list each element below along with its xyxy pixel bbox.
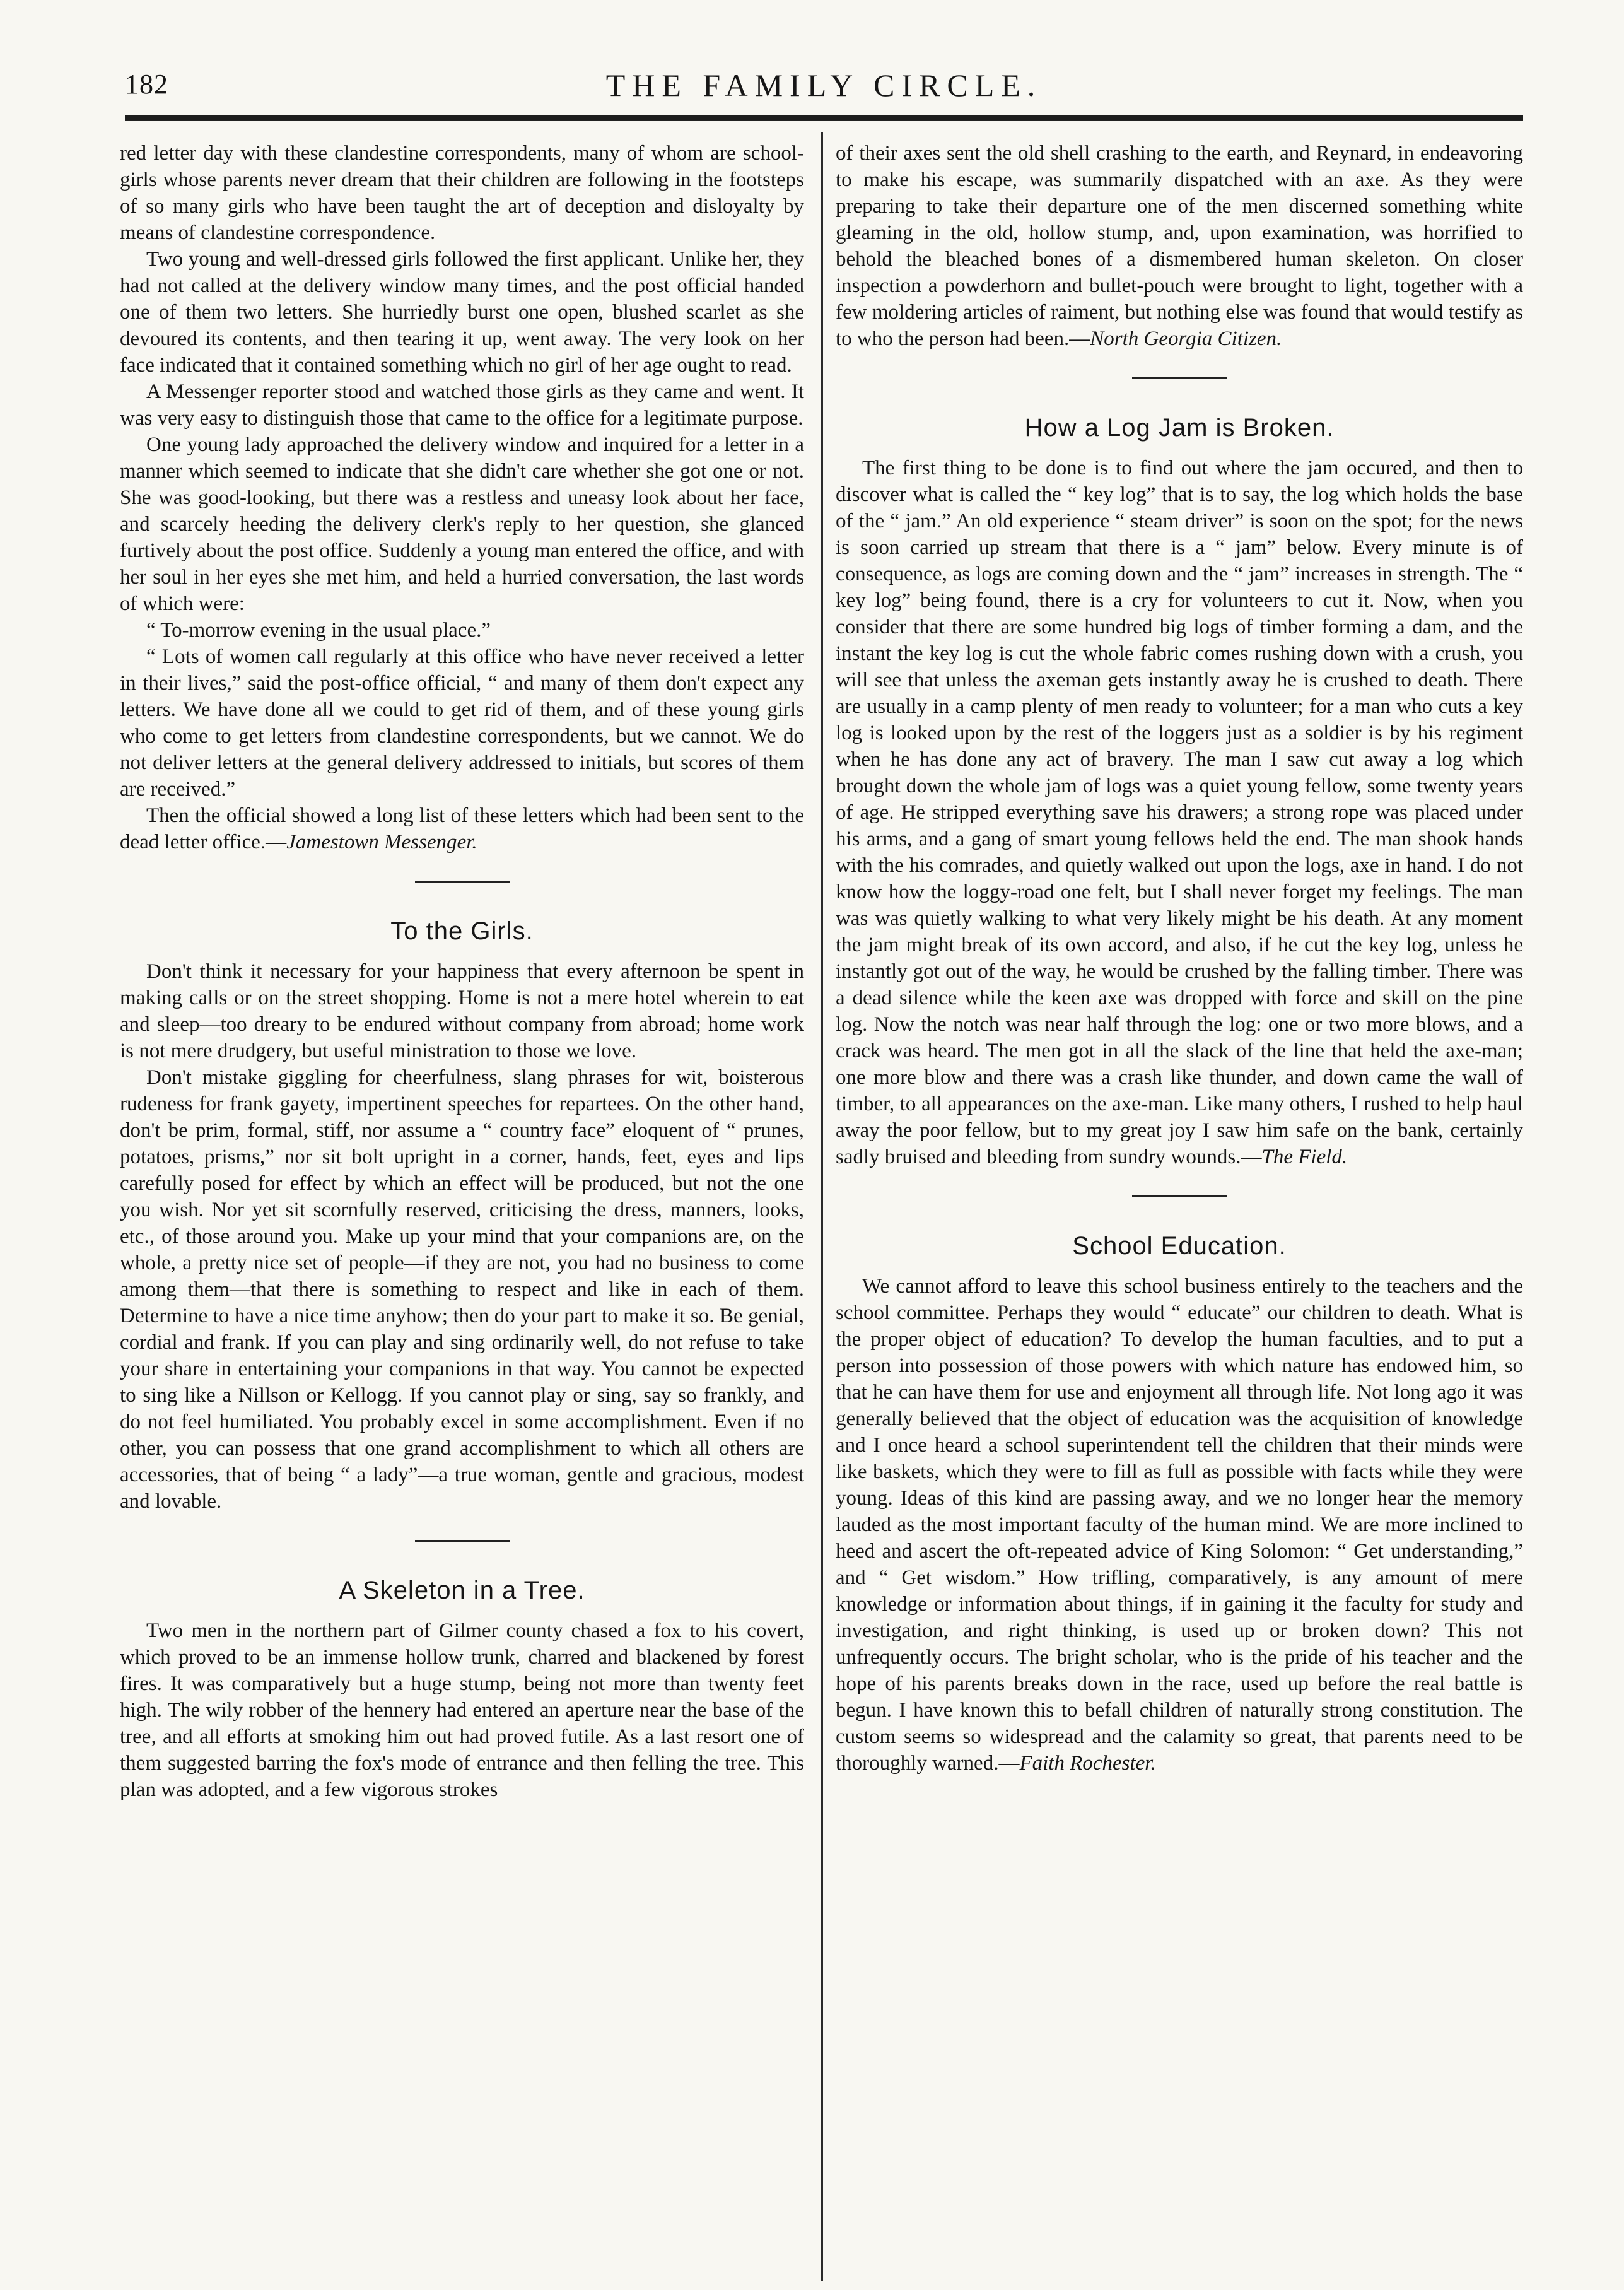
running-title: THE FAMILY CIRCLE. xyxy=(605,68,1043,103)
right-column xyxy=(836,140,1523,2279)
article-closing-paragraph xyxy=(120,802,804,855)
column-divider xyxy=(821,132,823,2281)
page-header xyxy=(125,64,1523,109)
section-heading-school-education: School Education. xyxy=(1072,1232,1287,1260)
article-source: North Georgia Citizen. xyxy=(1090,327,1282,350)
article-paragraph: Don't think it necessary for your happiness that every afternoon be spent in making calls or on the street shopping. Home is not a mere hotel wherein to eat and sleep—too dreary to be endured without company from abroad; home work is not mere drudgery, but useful ministration to those we love. xyxy=(120,960,804,1062)
article-paragraph: red letter day with these clandestine correspondents, many of whom are school-girls whose parents never dream that their children are following in the footsteps of so many girls who have been taught the art of deception and disloyalty by means of clandestine correspondence. xyxy=(120,142,804,244)
continued-text: of their axes sent the old shell crashing to the earth, and Reynard, in endeavoring to make his escape, was summarily dispatched with an axe. As they were preparing to take their departure one of the men discerned something white gleaming in the old, hollow stump, and, upon examination, was horrified to behold the bleached bones of a dismembered human skeleton. On closer inspection a powderhorn and bullet-pouch were brought to light, together with a few moldering articles of raiment, but nothing else was found that would testify as to who the person had been.— xyxy=(836,142,1523,350)
article-text: The first thing to be done is to find out where the jam occured, and then to discover what is called the “ key log” that is to say, the log which holds the base of the “ jam.” An old experience “ steam driver” is soon on the spot; for the news is soon carried up stream that there is a “ jam” below. Every minute is of consequence, as logs are coming down and the “ jam” increases in strength. The “ key log” being found, there is a cry for volunteers to cut it. Now, when you consider that there are some hundred big logs of timber forming a dam, and the instant the key log is cut the whole fabric comes rushing down with a crush, you will see that unless the axeman gets instantly away he is crushed to death. There are usually in a camp plenty of men ready to volunteer; for a man who cuts a key log is looked upon by the rest of the loggers just as a soldier is by his regiment when he has done any act of bravery. The man I saw cut away a log which brought down the whole jam of logs was a quiet young fellow, some twenty years of age. He stripped everything save his drawers; a strong rope was placed under his arms, and a gang of smart young fellows held the end. The man shook hands with the his comrades, and quietly walked out upon the logs, axe in hand. I do not know how the loggy-road one felt, but I shall never forget my feelings. The man was was quietly walking to what very likely might be his death. At any moment the jam might break of its own accord, and also, if he cut the key log, unless he instantly got out of the way, he would be crushed by the falling timber. There was a dead silence while the keen axe was dropped with force and skill on the pine log. Now the notch was near half through the log: one or two more blows, and a crack was heard. The men got in all the slack of the line that held the axe-man; one more blow and there was a crash like thunder, and down came the wall of timber, to all appearances on the axe-man. Like many others, I rushed to help haul away the poor fellow, but to my great joy I saw him safe on the bank, certainly sadly bruised and bleeding from sundry wounds.— xyxy=(836,457,1523,1168)
article-paragraph: Don't mistake giggling for cheerfulness, slang phrases for wit, boisterous rudeness for frank gayety, impertinent speeches for repartees. On the other hand, don't be prim, formal, stiff, nor assume a “ country face” eloquent of “ prunes, potatoes, prisms,” nor sit bolt upright in a corner, hands, feet, eyes and lips carefully posed for effect by which an effect will be produced, but not the one you wish. Nor yet sit scornfully reserved, criticising the dress, manners, looks, etc., of those around you. Make up your mind that your companions are, on the whole, a pretty nice set of people—if they are not, you had no business to come among them—that there is something to respect and like in each of them. Determine to have a nice time anyhow; then do your part to make it so. Be genial, cordial and frank. If you can play and sing ordinarily well, do not refuse to take your share in entertaining your companions in that way. You cannot be expected to sing like a Nillson or Kellogg. If you cannot play or sing, say so frankly, and do not feel humiliated. You probably excel in some accomplishment. Even if no other, you can possess that one grand accomplishment to which all others are accessories, that of being “ a lady”—a true woman, gentle and gracious, modest and lovable. xyxy=(120,1066,804,1513)
header-rule xyxy=(125,115,1523,121)
closing-text: Then the official showed a long list of these letters which had been sent to the dead letter office.— xyxy=(120,804,804,854)
page-number: 182 xyxy=(125,69,168,100)
section-divider xyxy=(415,881,510,883)
section-heading-log-jam: How a Log Jam is Broken. xyxy=(1024,414,1335,442)
article-paragraph: A Messenger reporter stood and watched those girls as they came and went. It was very easy to distinguish those that came to the office for a legitimate purpose. xyxy=(120,380,804,430)
section-heading-skeleton-in-a-tree: A Skeleton in a Tree. xyxy=(339,1577,585,1604)
article-source: Jamestown Messenger. xyxy=(286,831,477,854)
article-paragraph xyxy=(836,1273,1523,1776)
article-source: Faith Rochester. xyxy=(1019,1752,1156,1775)
section-heading-to-the-girls: To the Girls. xyxy=(390,917,534,945)
left-column xyxy=(120,140,804,2279)
article-paragraph xyxy=(836,140,1523,352)
article-paragraph: “ To-morrow evening in the usual place.” xyxy=(146,619,491,642)
section-divider xyxy=(1132,377,1227,379)
article-paragraph: One young lady approached the delivery window and inquired for a letter in a manner which seemed to indicate that she didn't care whether she got one or not. She was good-looking, but there was a restless and uneasy look about her face, and scarcely heeding the delivery clerk's reply to her question, she glanced furtively about the post office. Suddenly a young man entered the office, and with her soul in her eyes she met him, and held a hurried conversation, the last words of which were: xyxy=(120,433,804,615)
article-paragraph: Two men in the northern part of Gilmer county chased a fox to his covert, which proved to be an immense hollow trunk, charred and blackened by forest fires. It was comparatively but a huge stump, being not more than twenty feet high. The wily robber of the hennery had entered an aperture near the base of the tree, and all efforts at smoking him out had proved futile. As a last resort one of them suggested barring the fox's mode of entrance and then felling the tree. This plan was adopted, and a few vigorous strokes xyxy=(120,1619,804,1801)
section-divider xyxy=(1132,1195,1227,1197)
article-paragraph: Two young and well-dressed girls followed the first applicant. Unlike her, they had not called at the delivery window many times, and the post official handed one of them two letters. She hurriedly burst one open, blushed scarlet as she devoured its contents, and then tearing it up, went away. The very look on her face indicated that it contained something which no girl of her age ought to read. xyxy=(120,248,804,377)
article-paragraph xyxy=(836,455,1523,1170)
article-text: We cannot afford to leave this school business entirely to the teachers and the school committee. Perhaps they would “ educate” our children to death. What is the proper object of education? To develop the human faculties, and to put a person into possession of those powers with which nature has endowed him, so that he can have them for use and enjoyment all through life. Not long ago it was generally believed that the object of education was the acquisition of knowledge and I once heard a school superintendent tell the children that their minds were like baskets, which they were to fill as full as possible with facts while they were young. Ideas of this kind are passing away, and we no longer hear the memory lauded as the most important faculty of the human mind. We are more inclined to heed and ascert the oft-repeated advice of King Solomon: “ Get understanding,” and “ Get wisdom.” How trifling, comparatively, is any amount of mere knowledge or information about things, if in gaining it the faculty for study and investigation, and right thinking, is used up or broken down? This not unfrequently occurs. The bright scholar, who is the pride of his teacher and the hope of his parents breaks down in the race, used up before the real battle is begun. I have known this to befall children of naturally strong constitution. The custom seems so widespread and the calamity so great, that parents need to be thoroughly warned.— xyxy=(836,1275,1523,1775)
article-paragraph: “ Lots of women call regularly at this office who have never received a letter in their lives,” said the post-office official, “ and many of them don't expect any letters. We have done all we could to get rid of them, and of these young girls who come to get letters from clandestine correspondents, but we cannot. We do not deliver letters at the general delivery addressed to initials, but scores of them are received.” xyxy=(120,645,804,801)
section-divider xyxy=(415,1540,510,1542)
article-source: The Field. xyxy=(1261,1146,1348,1168)
